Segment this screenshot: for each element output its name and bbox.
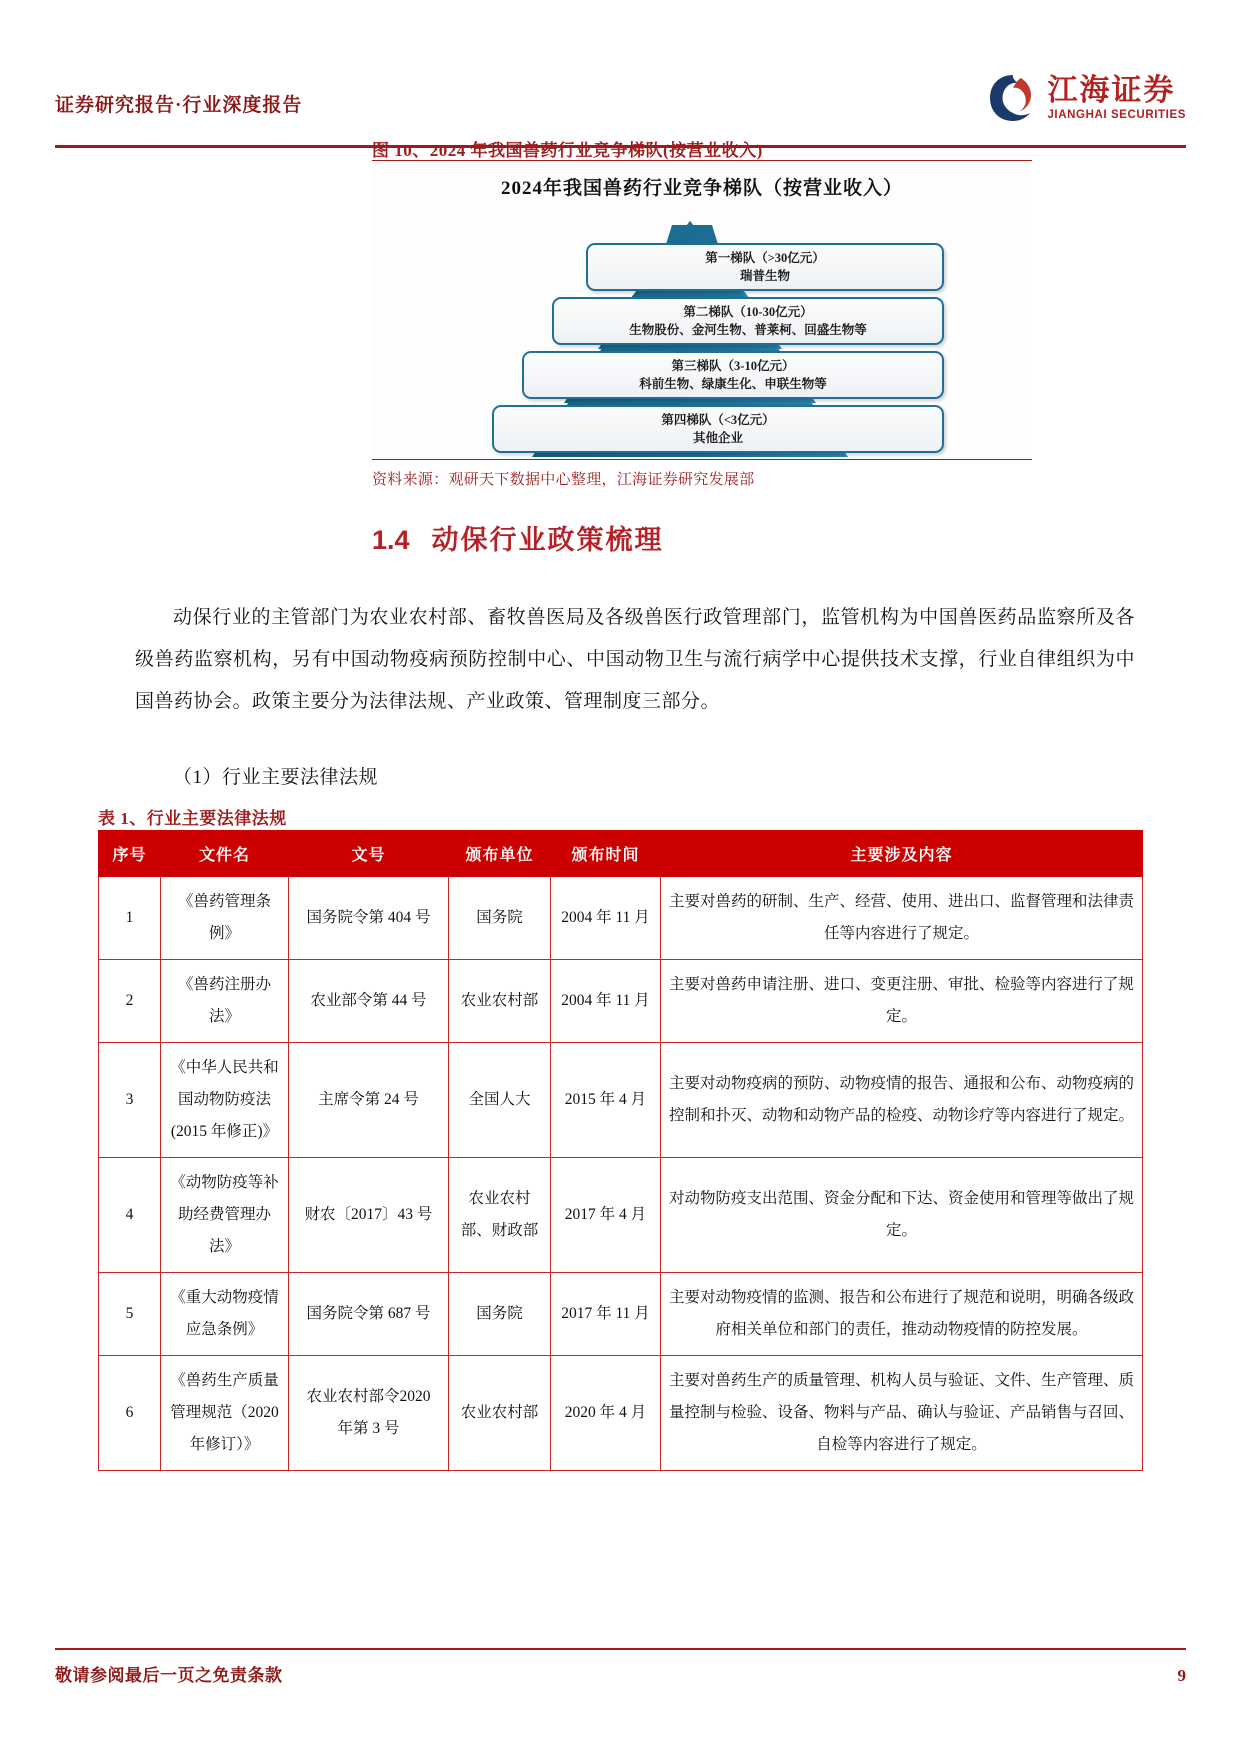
cell-issue-date: 2015 年 4 月 xyxy=(551,1043,661,1158)
cell-index: 6 xyxy=(99,1356,161,1471)
cell-document-name: 《兽药生产质量管理规范（2020 年修订）》 xyxy=(161,1356,289,1471)
pyramid-chart xyxy=(372,209,1032,460)
table-header-row xyxy=(99,831,1143,877)
cell-main-content: 主要对动物疫病的预防、动物疫情的报告、通报和公布、动物疫病的控制和扑灭、动物和动物产品的检疫、动物诊疗等内容进行了规定。 xyxy=(661,1043,1143,1158)
cell-document-number: 国务院令第 404 号 xyxy=(289,877,449,960)
figure-caption: 图 10、2024 年我国兽药行业竞争梯队(按营业收入) xyxy=(372,141,763,160)
tier-1-label: 第一梯队（>30亿元） xyxy=(705,250,825,265)
logo-text xyxy=(1047,75,1186,121)
table-row xyxy=(99,1158,1143,1273)
chart-title: 2024年我国兽药行业竞争梯队（按营业收入） xyxy=(500,178,903,199)
cell-main-content: 对动物防疫支出范围、资金分配和下达、资金使用和管理等做出了规定。 xyxy=(661,1158,1143,1273)
logo-english-name: JIANGHAI SECURITIES xyxy=(1047,108,1186,121)
tier-4-label: 第四梯队（<3亿元） xyxy=(661,412,775,427)
company-logo xyxy=(987,72,1186,124)
pyramid-tier-3 xyxy=(522,351,944,399)
th-issuing-body: 颁布单位 xyxy=(449,831,551,877)
logo-chinese-name: 江海证券 xyxy=(1047,74,1176,108)
cell-document-number: 主席令第 24 号 xyxy=(289,1043,449,1158)
cell-issuing-body: 农业农村部 xyxy=(449,1356,551,1471)
cell-issue-date: 2004 年 11 月 xyxy=(551,960,661,1043)
cell-index: 1 xyxy=(99,877,161,960)
table-row xyxy=(99,1273,1143,1356)
cell-main-content: 主要对兽药的研制、生产、经营、使用、进出口、监督管理和法律责任等内容进行了规定。 xyxy=(661,877,1143,960)
page-number: 9 xyxy=(1177,1666,1186,1685)
tier-3-label: 第三梯队（3-10亿元） xyxy=(671,358,795,373)
cell-issuing-body: 国务院 xyxy=(449,877,551,960)
cell-document-name: 《兽药注册办法》 xyxy=(161,960,289,1043)
section-title: 动保行业政策梳理 xyxy=(431,525,664,555)
tier-4-members: 其他企业 xyxy=(692,431,743,445)
cell-index: 5 xyxy=(99,1273,161,1356)
body-paragraph-1: 动保行业的主管部门为农业农村部、畜牧兽医局及各级兽医行政管理部门，监管机构为中国兽医药品监察所及各级兽药监察机构，另有中国动物疫病预防控制中心、中国动物卫生与流行病学中心提供技术支撑，行业自律组织为中国兽药协会。政策主要分为法律法规、产业政策、管理制度三部分。 xyxy=(135,607,1135,712)
cell-index: 3 xyxy=(99,1043,161,1158)
tier-2-members: 生物股份、金河生物、普莱柯、回盛生物等 xyxy=(629,323,867,337)
cell-issue-date: 2017 年 11 月 xyxy=(551,1273,661,1356)
footer-disclaimer: 敬请参阅最后一页之免责条款 xyxy=(55,1666,283,1685)
jianghai-logo-mark-icon xyxy=(987,72,1039,124)
page-header xyxy=(55,72,1186,142)
figure-source: 资料来源：观研天下数据中心整理，江海证券研究发展部 xyxy=(372,472,755,488)
section-heading xyxy=(372,518,664,557)
cell-main-content: 主要对动物疫情的监测、报告和公布进行了规范和说明，明确各级政府相关单位和部门的责任，推动动物疫情的防控发展。 xyxy=(661,1273,1143,1356)
footer-divider xyxy=(55,1648,1186,1651)
cell-document-number: 财农〔2017〕43 号 xyxy=(289,1158,449,1273)
cell-issuing-body: 农业农村部 xyxy=(449,960,551,1043)
cell-issuing-body: 农业农村部、财政部 xyxy=(449,1158,551,1273)
th-index: 序号 xyxy=(99,831,161,877)
cell-document-number: 农业部令第 44 号 xyxy=(289,960,449,1043)
th-issue-date: 颁布时间 xyxy=(551,831,661,877)
cell-issue-date: 2017 年 4 月 xyxy=(551,1158,661,1273)
cell-issuing-body: 全国人大 xyxy=(449,1043,551,1158)
pyramid-tier-1 xyxy=(586,243,944,291)
cell-issuing-body: 国务院 xyxy=(449,1273,551,1356)
th-document-number: 文号 xyxy=(289,831,449,877)
tier-3-members: 科前生物、绿康生化、申联生物等 xyxy=(639,377,827,391)
th-main-content: 主要涉及内容 xyxy=(661,831,1143,877)
body-paragraph-2: （1）行业主要法律法规 xyxy=(173,767,379,788)
table-row xyxy=(99,1356,1143,1471)
pyramid-tier-2 xyxy=(552,297,944,345)
cell-issue-date: 2020 年 4 月 xyxy=(551,1356,661,1471)
cell-index: 4 xyxy=(99,1158,161,1273)
cell-main-content: 主要对兽药申请注册、进口、变更注册、审批、检验等内容进行了规定。 xyxy=(661,960,1143,1043)
tier-1-members: 瑞普生物 xyxy=(739,269,790,283)
cell-document-number: 农业农村部令2020 年第 3 号 xyxy=(289,1356,449,1471)
cell-index: 2 xyxy=(99,960,161,1043)
cell-document-name: 《动物防疫等补助经费管理办法》 xyxy=(161,1158,289,1273)
pyramid-tier-4 xyxy=(492,405,944,453)
table-row xyxy=(99,1043,1143,1158)
th-document-name: 文件名 xyxy=(161,831,289,877)
cell-document-name: 《兽药管理条例》 xyxy=(161,877,289,960)
cell-document-number: 国务院令第 687 号 xyxy=(289,1273,449,1356)
cell-issue-date: 2004 年 11 月 xyxy=(551,877,661,960)
tier-2-label: 第二梯队（10-30亿元） xyxy=(683,304,813,319)
cell-document-name: 《重大动物疫情应急条例》 xyxy=(161,1273,289,1356)
report-type-label: 证券研究报告·行业深度报告 xyxy=(55,95,303,116)
cell-main-content: 主要对兽药生产的质量管理、机构人员与验证、文件、生产管理、质量控制与检验、设备、物料与产品、确认与验证、产品销售与召回、自检等内容进行了规定。 xyxy=(661,1356,1143,1471)
table-caption: 表 1、行业主要法律法规 xyxy=(98,809,287,828)
table-row xyxy=(99,960,1143,1043)
cell-document-name: 《中华人民共和国动物防疫法(2015 年修正)》 xyxy=(161,1043,289,1158)
section-number: 1.4 xyxy=(372,525,410,555)
table-row xyxy=(99,877,1143,960)
figure-container xyxy=(372,160,1032,460)
laws-regulations-table xyxy=(98,830,1143,1471)
